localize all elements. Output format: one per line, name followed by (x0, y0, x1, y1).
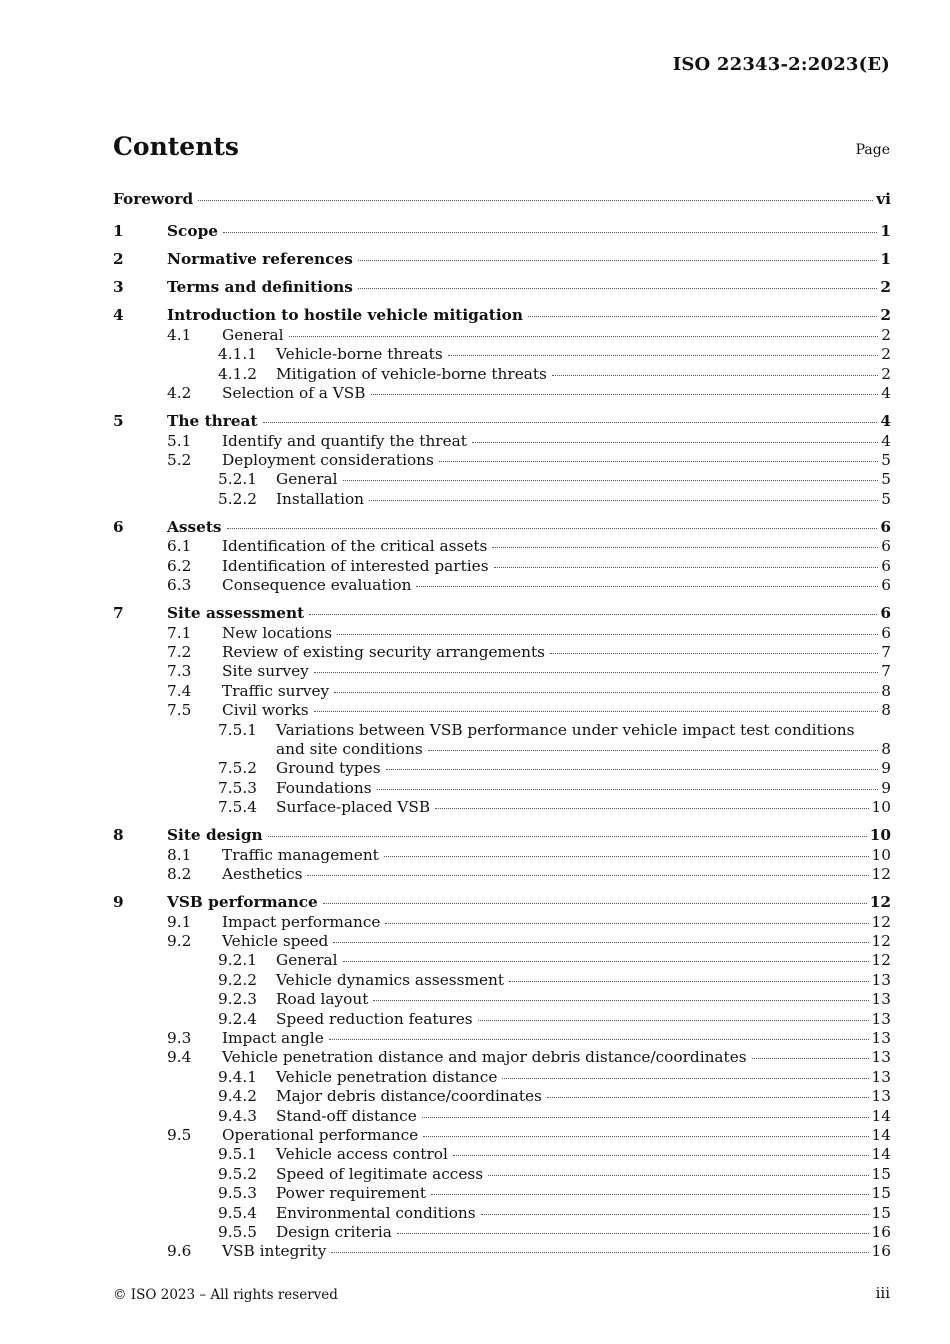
toc-dot-leader (528, 316, 877, 317)
toc-dot-leader (439, 461, 878, 462)
toc-entry-title: Impact performance (222, 912, 381, 931)
toc-entry-number: 8.1 (167, 845, 192, 864)
toc-entry-page: 4 (881, 383, 891, 402)
toc-entry-page: 12 (871, 865, 891, 884)
toc-entry[interactable] (113, 222, 891, 241)
toc-entry[interactable] (113, 865, 891, 884)
toc-dot-leader (323, 903, 867, 904)
toc-entry-number: 9.2.3 (218, 990, 257, 1009)
toc-entry-title: Variations between VSB performance under vehicle impact test conditions (276, 720, 855, 739)
toc-dot-leader (331, 1252, 868, 1253)
toc-entry-title: Vehicle speed (222, 932, 329, 951)
document-id: ISO 22343-2:2023(E) (672, 54, 890, 75)
toc-entry-number: 8.2 (167, 865, 192, 884)
toc-entry-number: 6.2 (167, 556, 192, 575)
toc-entry-number: 7.5.3 (218, 778, 257, 797)
toc-entry-number: 2 (113, 249, 124, 268)
toc-dot-leader (198, 200, 873, 201)
toc-entry-number: 4.1 (167, 325, 192, 344)
toc-entry[interactable] (113, 412, 891, 431)
toc-entry-page: 13 (871, 970, 891, 989)
toc-entry-number: 9.2 (167, 932, 192, 951)
toc-entry-page: 9 (881, 778, 891, 797)
toc-dot-leader (373, 1000, 868, 1001)
toc-entry-page: 10 (871, 798, 891, 817)
toc-entry[interactable] (113, 701, 891, 720)
toc-entry-title: Installation (276, 489, 365, 508)
toc-entry-title: Traffic management (222, 845, 379, 864)
toc-entry[interactable] (113, 990, 891, 1009)
toc-entry-title: General (222, 325, 284, 344)
toc-entry-title: Design criteria (276, 1222, 392, 1241)
toc-entry[interactable] (113, 326, 891, 345)
toc-entry-number: 3 (113, 278, 124, 297)
toc-dot-leader (369, 500, 878, 501)
toc-entry-page: 15 (871, 1164, 891, 1183)
toc-entry-number: 9.4 (167, 1048, 192, 1067)
toc-entry[interactable] (113, 1165, 891, 1184)
toc-entry-number: 6 (113, 517, 124, 536)
toc-dot-leader (343, 480, 879, 481)
toc-entry-number: 5.2.1 (218, 470, 257, 489)
toc-entry-number: 5.2.2 (218, 489, 257, 508)
toc-entry-title: General (276, 951, 338, 970)
table-of-contents (113, 185, 891, 1262)
toc-entry-number: 7.5 (167, 701, 192, 720)
toc-entry[interactable] (113, 740, 891, 759)
toc-entry-number: 1 (113, 221, 124, 240)
toc-entry-title: Road layout (276, 990, 369, 1009)
toc-entry-page: 10 (871, 845, 891, 864)
toc-entry-title: Consequence evaluation (222, 576, 412, 595)
toc-entry-number: 7.2 (167, 643, 192, 661)
toc-dot-leader (268, 836, 867, 837)
toc-dot-leader (416, 586, 878, 587)
toc-entry[interactable] (113, 1223, 891, 1242)
toc-entry-page: 12 (871, 912, 891, 931)
toc-entry-page: 2 (880, 278, 891, 297)
toc-entry-number: 4.1.1 (218, 345, 257, 364)
toc-dot-leader (397, 1233, 869, 1234)
toc-entry-number: 8 (113, 826, 124, 845)
toc-entry[interactable] (113, 278, 891, 297)
toc-entry-page: 8 (881, 681, 891, 700)
toc-entry[interactable] (113, 604, 891, 623)
toc-entry-title: Scope (167, 221, 218, 240)
toc-entry-title: Environmental conditions (276, 1203, 476, 1222)
toc-entry[interactable] (113, 557, 891, 576)
toc-entry[interactable] (113, 432, 891, 451)
toc-entry-title: The threat (167, 412, 258, 431)
page-column-label: Page (855, 142, 890, 158)
toc-dot-leader (550, 653, 878, 654)
toc-dot-leader (422, 1117, 869, 1118)
toc-entry[interactable] (113, 1107, 891, 1126)
toc-entry-page: 7 (881, 662, 891, 681)
toc-entry[interactable] (113, 518, 891, 537)
toc-dot-leader (752, 1058, 869, 1059)
toc-entry-page: 4 (880, 412, 891, 431)
toc-dot-leader (472, 442, 878, 443)
toc-entry-page: 14 (871, 1145, 891, 1164)
toc-entry[interactable] (113, 951, 891, 970)
toc-entry-page: 13 (871, 1067, 891, 1086)
toc-entry[interactable] (113, 1068, 891, 1087)
toc-entry-title: Major debris distance/coordinates (276, 1087, 542, 1106)
toc-entry-page: 2 (880, 306, 891, 325)
toc-entry-title: Vehicle-borne threats (276, 345, 443, 364)
toc-entry[interactable] (113, 846, 891, 865)
toc-entry-number: 7.5.4 (218, 798, 257, 817)
toc-entry-title: Normative references (167, 249, 353, 268)
toc-entry[interactable] (113, 893, 891, 912)
toc-entry-title: Site assessment (167, 604, 305, 623)
toc-dot-leader (333, 942, 868, 943)
toc-dot-leader (289, 336, 879, 337)
toc-entry[interactable] (113, 1242, 891, 1261)
toc-entry-title: Foreword (113, 190, 194, 208)
toc-entry[interactable] (113, 798, 891, 817)
toc-entry-number: 9.4.3 (218, 1106, 257, 1125)
toc-entry-page: 2 (881, 325, 891, 344)
footer-copyright: © ISO 2023 – All rights reserved (113, 1287, 338, 1303)
toc-entry-page: 12 (871, 951, 891, 970)
toc-dot-leader (488, 1175, 868, 1176)
toc-entry-number: 9.2.1 (218, 951, 257, 970)
toc-entry-title: Terms and definitions (167, 278, 353, 297)
toc-entry[interactable] (113, 721, 891, 740)
toc-dot-leader (494, 567, 879, 568)
toc-entry-title: Identify and quantify the threat (222, 431, 467, 450)
toc-entry-number: 6.1 (167, 537, 192, 556)
toc-entry[interactable] (113, 1126, 891, 1145)
toc-dot-leader (552, 375, 878, 376)
toc-entry-title: Identification of interested parties (222, 556, 489, 575)
toc-entry[interactable] (113, 624, 891, 643)
toc-entry-title: Site survey (222, 662, 309, 681)
toc-entry-title: Identification of the critical assets (222, 537, 488, 556)
toc-dot-leader (314, 711, 879, 712)
toc-entry-number: 7 (113, 604, 124, 623)
toc-entry-page: 15 (871, 1184, 891, 1203)
toc-entry-page: 6 (880, 517, 891, 536)
toc-entry[interactable] (113, 1204, 891, 1223)
toc-entry[interactable] (113, 537, 891, 556)
toc-entry[interactable] (113, 1029, 891, 1048)
toc-entry[interactable] (113, 759, 891, 778)
toc-entry-number: 9.6 (167, 1242, 192, 1261)
toc-entry-number: 6.3 (167, 576, 192, 595)
toc-entry-page: 12 (871, 932, 891, 951)
toc-dot-leader (492, 547, 878, 548)
toc-dot-leader (453, 1155, 869, 1156)
toc-entry-number: 5 (113, 412, 124, 431)
toc-entry-number: 4 (113, 306, 124, 325)
toc-dot-leader (448, 355, 879, 356)
toc-entry-page: 8 (881, 701, 891, 720)
toc-dot-leader (227, 528, 878, 529)
toc-entry-number: 9.4.2 (218, 1087, 257, 1106)
toc-entry-number: 9.2.2 (218, 970, 257, 989)
toc-entry-number: 9.4.1 (218, 1067, 257, 1086)
toc-entry-title: Vehicle dynamics assessment (276, 970, 505, 989)
toc-entry[interactable] (113, 345, 891, 364)
toc-entry-number: 9.5.2 (218, 1164, 257, 1183)
toc-entry-number: 4.1.2 (218, 364, 257, 383)
toc-dot-leader (481, 1214, 869, 1215)
toc-entry-title: Speed of legitimate access (276, 1164, 484, 1183)
toc-entry-title: Introduction to hostile vehicle mitigation (167, 306, 523, 325)
toc-entry[interactable] (113, 451, 891, 470)
toc-entry-title: Speed reduction features (276, 1009, 473, 1028)
toc-dot-leader (307, 875, 868, 876)
toc-dot-leader (343, 961, 869, 962)
toc-entry[interactable] (113, 1048, 891, 1067)
toc-entry-title: VSB integrity (222, 1242, 327, 1261)
toc-dot-leader (502, 1078, 868, 1079)
toc-entry[interactable] (113, 306, 891, 325)
toc-entry-page: 14 (871, 1106, 891, 1125)
toc-dot-leader (358, 260, 878, 261)
toc-entry-page: 13 (871, 1087, 891, 1106)
toc-entry-page: 9 (881, 759, 891, 778)
toc-entry-number: 7.4 (167, 681, 192, 700)
toc-entry[interactable] (113, 1010, 891, 1029)
toc-entry-title: New locations (222, 623, 333, 642)
toc-entry-title: Deployment considerations (222, 450, 434, 469)
toc-entry-title: VSB performance (167, 893, 318, 912)
toc-entry-page: 4 (881, 431, 891, 450)
toc-entry-page: 2 (881, 345, 891, 364)
toc-dot-leader (334, 692, 878, 693)
toc-entry-title: Vehicle penetration distance and major debris distance/coordinates (222, 1048, 747, 1067)
toc-entry-page: 6 (881, 556, 891, 575)
toc-entry-title: Vehicle penetration distance (276, 1067, 498, 1086)
toc-entry-number: 9.5.3 (218, 1184, 257, 1203)
toc-entry-number: 7.5.2 (218, 759, 257, 778)
toc-entry-number: 9.5.1 (218, 1145, 257, 1164)
toc-entry-page: 13 (871, 1048, 891, 1067)
toc-entry[interactable] (113, 971, 891, 990)
toc-entry-page: 16 (871, 1242, 891, 1261)
toc-entry-number: 9.5.5 (218, 1222, 257, 1241)
toc-entry[interactable] (113, 1145, 891, 1164)
toc-entry-title: Selection of a VSB (222, 383, 366, 402)
toc-dot-leader (547, 1097, 869, 1098)
toc-entry[interactable] (113, 826, 891, 845)
toc-entry-number: 7.3 (167, 662, 192, 681)
toc-entry[interactable] (113, 365, 891, 384)
toc-entry-page: 6 (881, 576, 891, 595)
toc-dot-leader (358, 288, 877, 289)
toc-entry[interactable] (113, 490, 891, 509)
toc-entry[interactable] (113, 913, 891, 932)
toc-entry-page: 15 (871, 1203, 891, 1222)
toc-entry-number: 9.5 (167, 1125, 192, 1144)
toc-dot-leader (377, 789, 879, 790)
toc-entry-title: Power requirement (276, 1184, 427, 1203)
toc-entry[interactable] (113, 682, 891, 701)
toc-entry-page: vi (876, 190, 891, 208)
toc-entry-page: 12 (869, 893, 891, 912)
footer-page-number: iii (875, 1284, 890, 1302)
toc-dot-leader (223, 232, 877, 233)
toc-entry-page: 13 (871, 990, 891, 1009)
toc-dot-leader (384, 856, 869, 857)
toc-entry-page: 5 (881, 450, 891, 469)
toc-entry-page: 6 (880, 604, 891, 623)
toc-entry-title: Ground types (276, 759, 381, 778)
toc-entry-number: 5.1 (167, 431, 192, 450)
toc-entry-title: Surface-placed VSB (276, 798, 431, 817)
toc-entry[interactable] (113, 662, 891, 681)
toc-entry-number: 7.5.1 (218, 720, 257, 739)
toc-entry-number: 9.2.4 (218, 1009, 257, 1028)
toc-dot-leader (428, 750, 879, 751)
toc-entry-page: 13 (871, 1029, 891, 1048)
toc-dot-leader (371, 394, 879, 395)
toc-entry-number: 7.1 (167, 623, 192, 642)
toc-dot-leader (386, 769, 879, 770)
toc-entry[interactable] (113, 1184, 891, 1203)
toc-entry-number: 5.2 (167, 450, 192, 469)
toc-entry-title: Review of existing security arrangements (222, 643, 545, 661)
toc-entry-title: Civil works (222, 701, 309, 720)
toc-entry-title: and site conditions (276, 739, 423, 758)
toc-dot-leader (431, 1194, 869, 1195)
toc-entry[interactable] (113, 470, 891, 489)
toc-entry-title: Vehicle access control (276, 1145, 448, 1164)
toc-entry-page: 5 (881, 470, 891, 489)
toc-entry-page: 1 (880, 249, 891, 268)
toc-entry-title: General (276, 470, 338, 489)
toc-entry-page: 6 (881, 623, 891, 642)
toc-entry-page: 13 (871, 1009, 891, 1028)
toc-entry-page: 7 (881, 643, 891, 661)
toc-entry-page: 8 (881, 739, 891, 758)
toc-entry[interactable] (113, 576, 891, 595)
toc-entry-page: 16 (871, 1222, 891, 1241)
toc-entry-number: 9.5.4 (218, 1203, 257, 1222)
toc-dot-leader (309, 614, 877, 615)
toc-entry[interactable] (113, 643, 891, 662)
toc-entry-title: Aesthetics (222, 865, 303, 884)
toc-entry[interactable] (113, 932, 891, 951)
toc-dot-leader (263, 422, 878, 423)
toc-entry-number: 9.3 (167, 1029, 192, 1048)
toc-entry-number: 9.1 (167, 912, 192, 931)
toc-entry[interactable] (113, 779, 891, 798)
toc-entry-page: 5 (881, 489, 891, 508)
toc-dot-leader (337, 634, 878, 635)
toc-entry-number: 9 (113, 893, 124, 912)
toc-entry[interactable] (113, 384, 891, 403)
toc-entry-title: Impact angle (222, 1029, 324, 1048)
toc-dot-leader (423, 1136, 868, 1137)
toc-dot-leader (314, 672, 878, 673)
toc-entry-title: Mitigation of vehicle-borne threats (276, 364, 547, 383)
toc-dot-leader (435, 808, 868, 809)
contents-title: Contents (113, 132, 240, 161)
toc-entry-number: 4.2 (167, 383, 192, 402)
toc-entry-title: Stand-off distance (276, 1106, 417, 1125)
toc-dot-leader (385, 923, 868, 924)
toc-entry-title: Assets (167, 517, 222, 536)
toc-entry-page: 2 (881, 364, 891, 383)
toc-entry[interactable] (113, 1087, 891, 1106)
toc-entry-page: 1 (880, 221, 891, 240)
toc-dot-leader (329, 1039, 869, 1040)
toc-entry-title: Foundations (276, 778, 372, 797)
toc-entry-page: 14 (871, 1125, 891, 1144)
toc-dot-leader (509, 981, 869, 982)
toc-entry[interactable] (113, 250, 891, 269)
toc-entry-title: Operational performance (222, 1125, 419, 1144)
toc-entry-page: 6 (881, 537, 891, 556)
toc-entry-page: 10 (869, 826, 891, 845)
toc-entry[interactable] (113, 185, 891, 213)
toc-entry-title: Traffic survey (222, 681, 330, 700)
toc-entry-title: Site design (167, 826, 263, 845)
toc-dot-leader (478, 1020, 869, 1021)
